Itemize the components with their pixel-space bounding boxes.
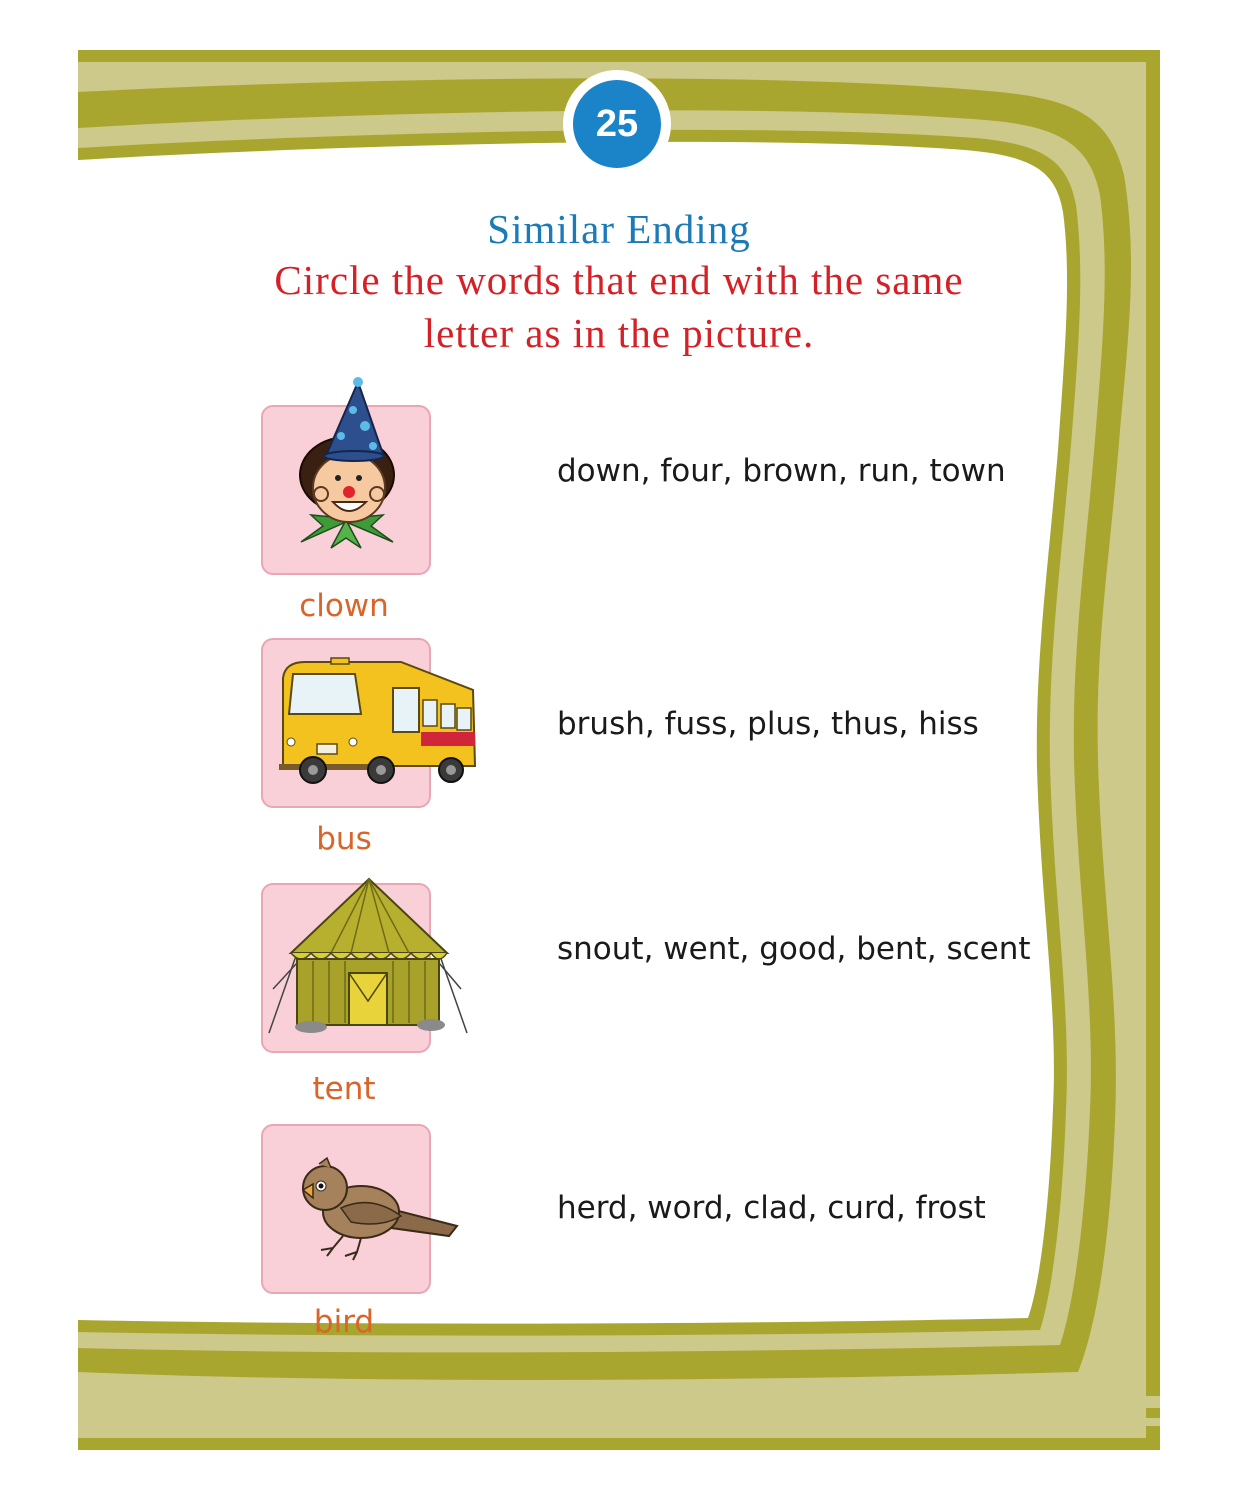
word-list-bus[interactable]: brush, fuss, plus, thus, hiss (557, 706, 979, 742)
clown-icon (261, 370, 431, 580)
bird-icon (261, 1144, 461, 1264)
word-list-bird[interactable]: herd, word, clad, curd, frost (557, 1190, 986, 1226)
tent-icon (261, 873, 481, 1043)
instruction-line-2: letter as in the picture. (423, 310, 815, 356)
page-number-badge (563, 70, 671, 178)
instruction-text (200, 254, 1038, 360)
word-list-tent[interactable]: snout, went, good, bent, scent (557, 931, 1031, 967)
activity-title: Similar Ending (487, 206, 751, 252)
picture-label-clown: clown (299, 588, 389, 624)
instruction-line-1: Circle the words that end with the same (274, 257, 964, 303)
page-number: 25 (573, 80, 661, 168)
word-list-clown[interactable]: down, four, brown, run, town (557, 453, 1006, 489)
bus-icon (261, 638, 481, 798)
picture-label-tent: tent (312, 1071, 376, 1107)
picture-label-bus: bus (316, 821, 372, 857)
picture-label-bird: bird (313, 1304, 375, 1340)
